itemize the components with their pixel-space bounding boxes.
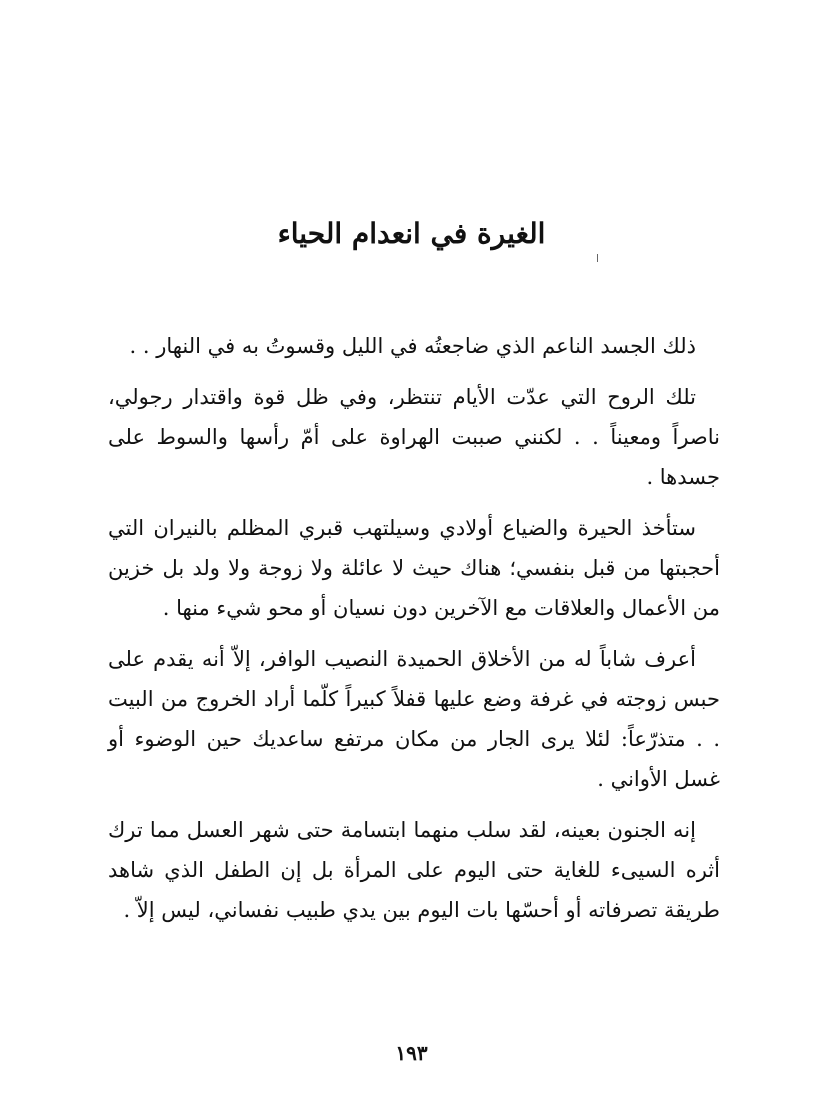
paragraph: أعرف شاباً له من الأخلاق الحميدة النصيب الوافر، إلاّ أنه يقدم على حبس زوجته في غرفة وضع عليها قفلاً كبيراً كلّما أراد الخروج من البيت . . متذرّعاً: لئلا يرى الجار من مكان مرتفع ساعديك حين الوضوء أو غسل الأواني . bbox=[108, 647, 720, 791]
page-number: ١٩٣ bbox=[395, 1041, 428, 1065]
print-mark bbox=[597, 254, 598, 262]
paragraph: تلك الروح التي عدّت الأيام تنتظر، وفي ظل قوة واقتدار رجولي، ناصراً ومعيناً . . لكنني صببت الهراوة على أمّ رأسها والسوط على جسدها . bbox=[108, 385, 720, 489]
paragraph: إنه الجنون بعينه، لقد سلب منهما ابتسامة حتى شهر العسل مما ترك أثره السيىء للغاية حتى اليوم على المرأة بل إن الطفل الذي شاهد طريقة تصرفاته أو أحسّها بات اليوم بين يدي طبيب نفساني، ليس إلاّ . bbox=[108, 818, 720, 922]
paragraph: ستأخذ الحيرة والضياع أولادي وسيلتهب قبري المظلم بالنيران التي أحجبتها من قبل بنفسي؛ هناك حيث لا عائلة ولا زوجة ولا ولد بل خزين من الأعمال والعلاقات مع الآخرين دون نسيان أو محو شيء منها . bbox=[108, 516, 720, 620]
chapter-body bbox=[108, 326, 720, 941]
paragraph: ذلك الجسد الناعم الذي ضاجعتُه في الليل وقسوتُ به في النهار . . bbox=[129, 334, 696, 358]
chapter-title: الغيرة في انعدام الحياء bbox=[277, 217, 546, 250]
